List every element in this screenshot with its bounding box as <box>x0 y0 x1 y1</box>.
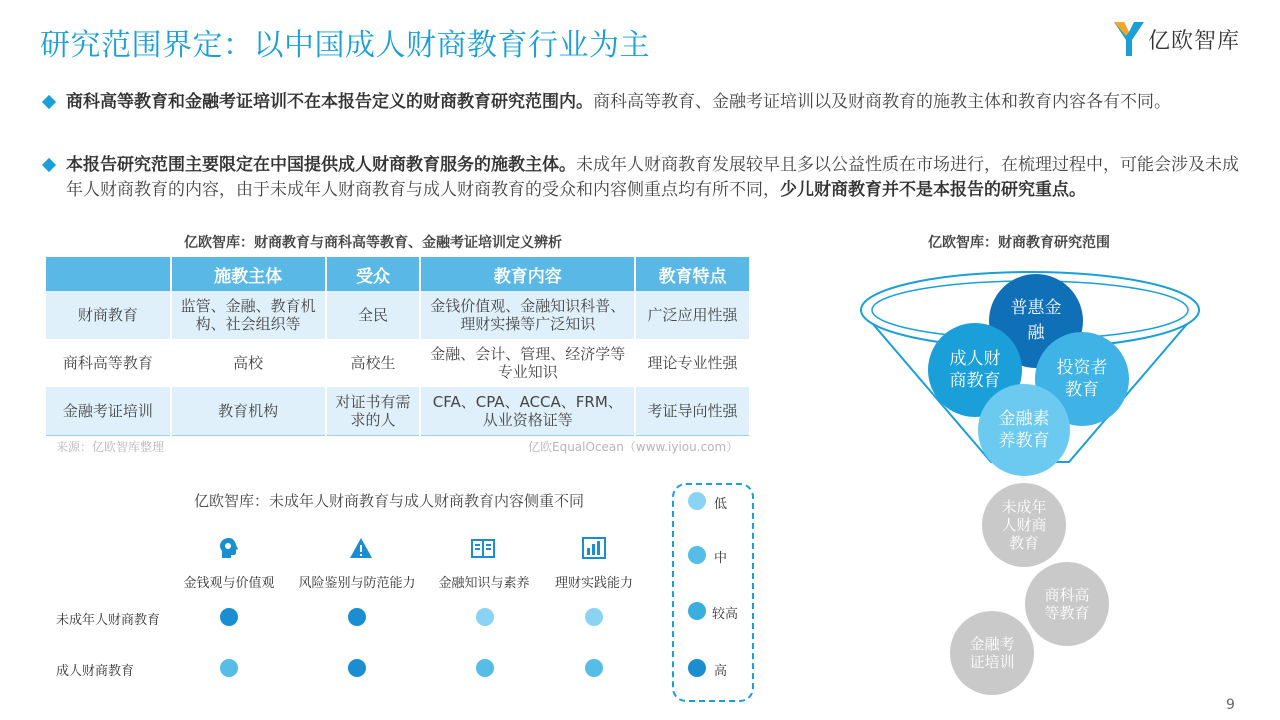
table-header-cell <box>46 257 171 291</box>
definition-table <box>46 257 751 436</box>
bullet-2-bold-end: 少儿财商教育并不是本报告的研究重点。 <box>780 180 1086 200</box>
legend-dot-mid <box>688 546 706 564</box>
bullet-1-bold: 商科高等教育和金融考证培训不在本报告定义的财商教育研究范围内。 <box>66 92 593 112</box>
table-row <box>46 387 750 436</box>
table-row <box>46 339 750 387</box>
circle-cert-training: 金融考证培训 <box>950 611 1034 695</box>
diamond-bullet-icon <box>42 158 56 172</box>
rating-dot <box>220 608 238 626</box>
scope-caption: 亿欧智库：财商教育研究范围 <box>928 235 1110 251</box>
legend-label-higher: 较高 <box>712 607 739 622</box>
warning-icon <box>349 536 373 560</box>
table-row <box>46 291 750 339</box>
rating-dot <box>585 608 603 626</box>
bar-chart-icon <box>582 536 606 560</box>
rating-dot <box>348 608 366 626</box>
category-label: 风险鉴别与防范能力 <box>298 576 416 591</box>
table-cell: 全民 <box>326 291 421 339</box>
circle-investor-education: 投资者教育 <box>1035 332 1129 426</box>
table-cell: 高校 <box>171 339 326 387</box>
category-label: 理财实践能力 <box>554 576 633 591</box>
logo-mark-icon <box>1112 18 1146 58</box>
bullet-1 <box>44 90 1244 115</box>
table-cell: 考证导向性强 <box>635 387 750 436</box>
bullet-2-bold: 本报告研究范围主要限定在中国提供成人财商教育服务的施教主体。 <box>66 155 576 175</box>
circle-financial-literacy: 金融素养教育 <box>978 384 1070 476</box>
table-cell: 金融、会计、管理、经济学等专业知识 <box>420 339 635 387</box>
bullet-1-text: 商科高等教育、金融考证培训以及财商教育的施教主体和教育内容各有不同。 <box>593 92 1171 112</box>
diamond-bullet-icon <box>42 95 56 109</box>
rating-dot <box>220 659 238 677</box>
circle-adult-education: 成人财商教育 <box>928 323 1022 417</box>
table-header-cell: 教育内容 <box>420 257 635 291</box>
table-header-cell: 施教主体 <box>171 257 326 291</box>
table-cell: 金钱价值观、金融知识科普、理财实操等广泛知识 <box>420 291 635 339</box>
table-cell: CFA、CPA、ACCA、FRM、从业资格证等 <box>420 387 635 436</box>
compare-caption: 亿欧智库：未成年人财商教育与成人财商教育内容侧重不同 <box>194 492 585 510</box>
circle-minor-education: 未成年人财商教育 <box>982 483 1066 567</box>
brain-head-icon <box>217 536 241 560</box>
table-cell: 金融考证培训 <box>46 387 171 436</box>
bullet-2-text: 未成年人财商教育发展较早且多以公益性质在市场进行，在梳理过程中，可能会涉及未成年人财商教育的内容，由于未成年人财商教育与成人财商教育的受众和内容侧重点均有所不同， <box>66 155 1239 200</box>
table-caption: 亿欧智库：财商教育与商科高等教育、金融考证培训定义辨析 <box>184 235 562 251</box>
logo <box>1112 18 1252 58</box>
legend-dot-higher <box>688 602 706 620</box>
row-label-minor: 未成年人财商教育 <box>56 613 161 628</box>
table-cell: 财商教育 <box>46 291 171 339</box>
table-cell: 对证书有需求的人 <box>326 387 421 436</box>
table-cell: 教育机构 <box>171 387 326 436</box>
bullet-2 <box>44 153 1244 203</box>
table-header-cell: 教育特点 <box>635 257 750 291</box>
book-icon <box>471 536 495 560</box>
legend-label-high: 高 <box>714 664 728 679</box>
table-cell: 广泛应用性强 <box>635 291 750 339</box>
rating-dot <box>348 659 366 677</box>
circle-puhui-finance: 普惠金融 <box>989 274 1083 368</box>
logo-text: 亿欧智库 <box>1148 29 1241 54</box>
table-cell: 理论专业性强 <box>635 339 750 387</box>
page-title: 研究范围界定：以中国成人财商教育行业为主 <box>40 28 650 63</box>
rating-dot <box>476 659 494 677</box>
table-header-row <box>46 257 750 291</box>
rating-dot <box>476 608 494 626</box>
legend-label-mid: 中 <box>714 551 728 566</box>
page-number: 9 <box>1226 697 1235 713</box>
category-label: 金融知识与素养 <box>438 576 530 591</box>
legend-label-low: 低 <box>714 497 728 512</box>
source-note: 来源：亿欧智库整理 <box>56 440 165 454</box>
category-label: 金钱观与价值观 <box>183 576 275 591</box>
legend <box>672 483 754 702</box>
table-cell: 监管、金融、教育机构、社会组织等 <box>171 291 326 339</box>
legend-dot-low <box>688 492 706 510</box>
circle-business-higher-ed: 商科高等教育 <box>1025 562 1109 646</box>
table-cell: 商科高等教育 <box>46 339 171 387</box>
source-credit: 亿欧EqualOcean（www.iyiou.com） <box>528 440 739 454</box>
table-cell: 高校生 <box>326 339 421 387</box>
row-label-adult: 成人财商教育 <box>56 664 135 679</box>
table-header-cell: 受众 <box>326 257 421 291</box>
rating-dot <box>585 659 603 677</box>
legend-dot-high <box>688 659 706 677</box>
